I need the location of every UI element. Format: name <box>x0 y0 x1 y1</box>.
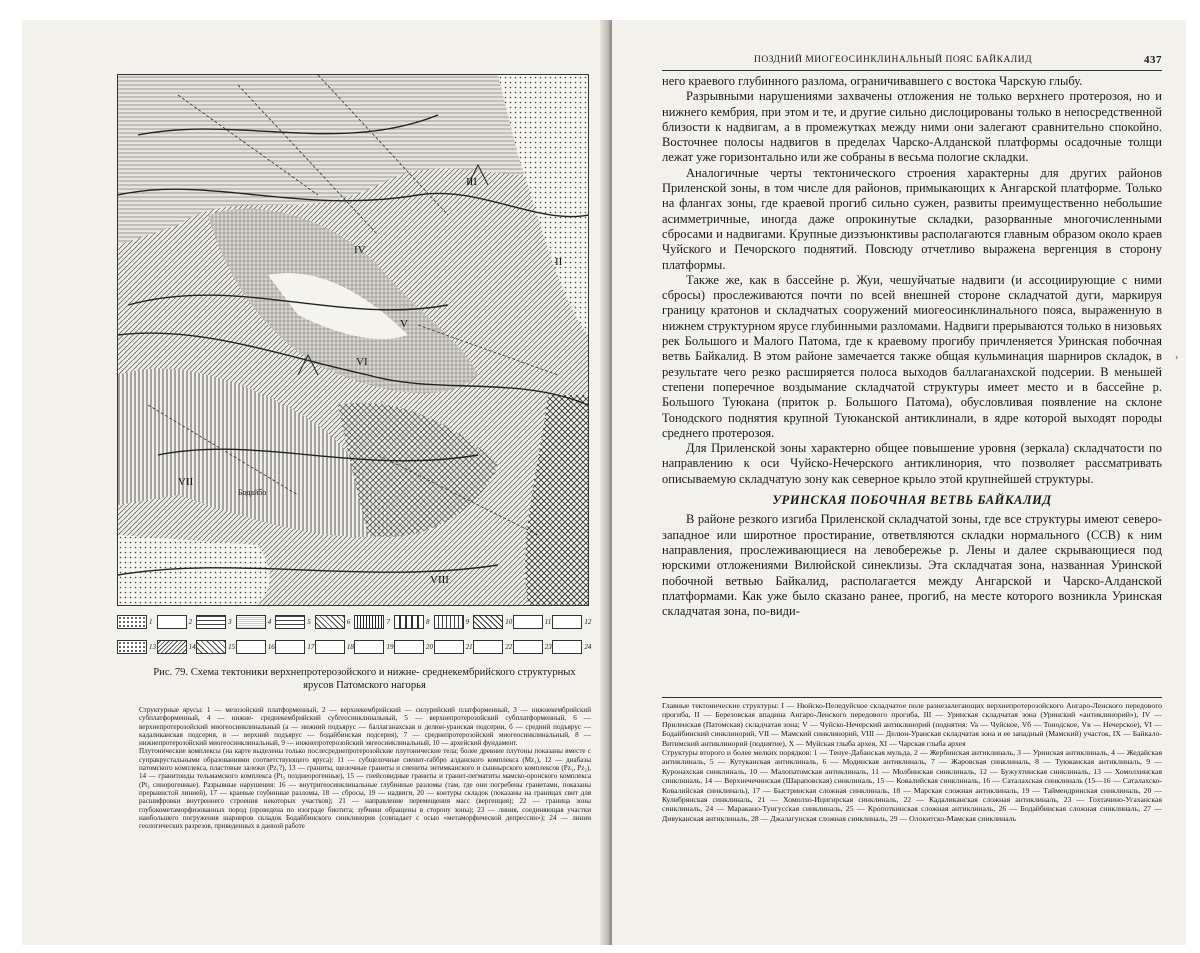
legend-number: 24 <box>584 643 592 651</box>
legend-number: 17 <box>307 643 315 651</box>
legend-swatch <box>236 615 266 629</box>
legend-number: 12 <box>584 618 592 626</box>
legend-item <box>434 637 474 657</box>
legend-item <box>275 637 315 657</box>
legend-swatch <box>513 640 543 654</box>
paragraph-1: него краевого глубинного разлома, ограничивавшего с востока Чарскую глыбу. <box>662 74 1083 88</box>
legend-swatch <box>434 615 464 629</box>
legend-item <box>236 612 276 632</box>
legend-paragraph-structural-stages: Структурные ярусы: 1 — мезозойский платформенный, 2 — верхнекембрийский — силурийский платформенный, 3 — нижнекембрийский субплатформенный, 4 — нижне- среднекембрийский субгеосинклинальный, 5 — верхнепротерозойский субплатформенный, 6 — верхнепротерозойский миогеосинклинальный (а — нижний подъярус — баллаганахская и делюн-уранская подсерии, б — средний подъярус — кадаликанская подсерия, в — верхний подъярус — бодайбинская подсерия), 7 — среднепротерозойский миогеосинклинальный, 8 — нижнепротерозойский миогеосинклинальный, 9 — нижнепротерозойский эвгеосинклинальный, 10 — архейский фундамент. <box>139 706 591 748</box>
legend-number: 18 <box>346 643 354 651</box>
legend-item <box>196 612 236 632</box>
figure-legend-text <box>139 706 591 830</box>
legend-swatch <box>394 615 424 629</box>
legend-number: 19 <box>386 643 394 651</box>
legend-swatch <box>552 640 582 654</box>
legend-item <box>315 637 355 657</box>
legend-swatch <box>473 640 503 654</box>
legend-item <box>117 637 157 657</box>
map-label-iv: IV <box>354 244 366 256</box>
legend-swatch <box>196 640 226 654</box>
margin-mark: › <box>1175 352 1179 363</box>
left-page <box>22 20 608 945</box>
paragraph-4: Также же, как в бассейне р. Жуи, чешуйчатые надвиги (и ассоциирующие с ними сбросы) прослеживаются почти по всей внешней стороне складчатой дуги, маркируя границу кратонов и складчатых сооружений миогеосинклинального пояса, выраженную в нижнем структурном ярусе глубинными разломами. Надвиги прерываются только в низовьях рек Большого и Малого Патома, где к краевому прогибу причленяется Уринская побочная ветвь Байкалид. В этом районе замечается также общая кульминация шарниров складок, в результате чего резко расширяется полоса выходов баллаганахской подсерии. В меньшей степени поперечное воздымание складчатой структуры имеет место и в бассейне р. Большого Туюкана (приток р. Большого Патома), обусловливая появление на склоне Тонодского поднятия крупной Туюканской антиклинали, в ядре которой выходят породы среднего протерозоя. <box>662 272 1162 440</box>
right-page <box>612 20 1186 945</box>
legend-item <box>513 637 553 657</box>
book-spread <box>22 20 1186 945</box>
legend-paragraph-plutonic-complexes: Плутонические комплексы (на карте выделены только послесреднепротерозойские плутонические тела; более древние плутоны показаны вместе с супракрустальными образованиями соответствующего яруса): 11 — субщелочные сиенит-габбро алданского комплекса (Mz₁), 12 — диабазы патомского комплекса, пластовые залежи (Pz₁?), 13 — граниты, щелочные граниты и сиениты энтимканского и сыннырского комплексов (Pz₁, Pz₂), 14 — гранитоиды тельмамского комплекса (Pt₃ позднеорогенные), 15 — гнейсовидные граниты и гранит-пегматиты мамско-оронского комплекса (Pt₃ синорогенные). Разрывные нарушения: 16 — внутригеосинклинальные глубинные разломы (там, где они погребены гранитами, показаны прерывистой линией), 17 — краевые глубинные разломы, 18 — сбросы, 19 — надвиги, 20 — контуры складок (показаны на границах свит для расшифровки внутреннего строения некоторых участков); 21 — направление перемещения масс (вергенция); 22 — граница зоны глубокометаморфизованных пород (проведена по изограде биотита; зубчики обращены в сторону зоны); 23 — линия, соединяющая участки наибольшего погружения шарниров складок Бодайбинского синклинория (совпадает с осью «метаморфической депрессии»); 24 — линии геологических разрезов, приведенных в данной работе <box>139 747 591 831</box>
notes-minor-structures: Структуры второго и более мелких порядков: 1 — Тенуе-Дабанская мульда, 2 — Жербинская антиклиналь, 3 — Уринская антиклиналь, 4 — Жедайская антиклиналь, 5 — Кутуканская антиклиналь, 6 — Модинская антиклиналь, 7 — Жаровская синклиналь, 8 — Туюканская антиклиналь, 9 — Куронахская синклиналь, 10 — Малопатомская антиклиналь, 11 — Молбинская синклиналь, 12 — Бужухтинская синклиналь, 13 — Хомолхинская синклиналь, 14 — Верхнечечинская (Шараповская) синклиналь, 15 — Ковалийская синклиналь, 16 — Саталахская синклиналь (15—16 — Саталахско-Ковалийская синклиналь), 17 — Быстринская сложная синклиналь, 18 — Марская сложная антиклиналь, 19 — Таймендринская синклиналь, 20 — Кулибрянская синклиналь, 21 — Хомолхо-Ицигирская синклиналь, 22 — Кадаликанская сложная антиклиналь, 23 — Гохтачино-Угаханская синклиналь, 24 — Маракано-Тунгусская синклиналь, 25 — Кропоткинская сложная антиклиналь, 26 — Бодайбинская сложная синклиналь, 27 — Дивуканская антиклиналь, 28 — Джалагунская сложная синклиналь, 29 — Олокитско-Мамская синклиналь <box>662 748 1162 823</box>
legend-item <box>117 612 157 632</box>
structure-notes <box>662 697 1162 823</box>
map-label-iii: III <box>466 176 477 188</box>
legend-item <box>552 637 592 657</box>
paragraph-5: Для Приленской зоны характерно общее повышение уровня (зеркала) складчатости по направлению к оси Чуйско-Нечерского антиклинория, что позволяет рассматривать описываемую складчатую зону как северное крыло этой крупнейшей структуры. <box>662 441 1162 486</box>
map-legend <box>117 612 592 660</box>
legend-item <box>394 612 434 632</box>
legend-swatch <box>315 615 345 629</box>
running-head-title: ПОЗДНИЙ МИОГЕОСИНКЛИНАЛЬНЫЙ ПОЯС БАЙКАЛИД <box>754 55 1033 65</box>
legend-number: 3 <box>228 618 232 626</box>
legend-item <box>315 612 355 632</box>
legend-swatch <box>473 615 503 629</box>
map-label-ii: II <box>555 256 563 268</box>
map-label-vii: VII <box>178 476 194 488</box>
legend-item <box>354 637 394 657</box>
legend-item <box>473 637 513 657</box>
legend-swatch <box>117 615 147 629</box>
legend-number: 21 <box>465 643 473 651</box>
map-label-viii: VIII <box>430 574 449 586</box>
legend-swatch <box>275 615 305 629</box>
legend-item <box>196 637 236 657</box>
legend-number: 6 <box>346 618 351 626</box>
legend-number: 15 <box>228 643 236 651</box>
legend-swatch <box>157 615 187 629</box>
legend-swatch <box>354 640 384 654</box>
legend-number: 14 <box>188 643 196 651</box>
legend-swatch <box>315 640 345 654</box>
legend-number: 9 <box>465 618 470 626</box>
legend-swatch <box>552 615 582 629</box>
page-number: 437 <box>1144 54 1162 66</box>
paragraph-3: Аналогичные черты тектонического строения характерны для других районов Приленской зоны, в том числе для районов, примыкающих к Ангарской платформе. Только на флангах зоны, где краевой прогиб сильно сужен, развиты преимущественно небольшие асимметричные, иногда даже опрокинутые складки, разорванные многочисленными сбросами и надвигами. Крупные диэзъюнктивы располагаются главным образом около краев Чуйского и Печорского поднятий. Повсюду отчетливо выражена вергенция в сторону платформы. <box>662 165 1162 272</box>
legend-item <box>236 637 276 657</box>
legend-item <box>157 637 197 657</box>
legend-number: 13 <box>149 643 156 651</box>
legend-number: 5 <box>307 618 311 626</box>
figure-caption: Рис. 79. Схема тектоники верхнепротерозойского и нижне- среднекембрийского структурных ярусов Патомского нагорья <box>153 667 576 691</box>
legend-number: 7 <box>386 618 390 626</box>
legend-number: 22 <box>505 643 513 651</box>
legend-item <box>157 612 197 632</box>
legend-item <box>434 612 474 632</box>
legend-swatch <box>196 615 226 629</box>
legend-swatch <box>513 615 543 629</box>
legend-swatch <box>157 640 187 654</box>
legend-number: 20 <box>426 643 434 651</box>
legend-number: 23 <box>544 643 552 651</box>
legend-number: 2 <box>188 618 193 626</box>
paragraph-2: Разрывными нарушениями захвачены отложения не только верхнего протерозоя, но и нижнего кембрия, при этом и те, и другие сильно дислоцированы только в непосредственной близости к надвигам, а в промежутках между ними они залегают сравнительно спокойно. Восточнее полосы надвигов в пределах Чарско-Алданской платформы осадочные толщи лежат уже горизонтально или же собраны в весьма пологие складки. <box>662 89 1162 165</box>
section-heading: УРИНСКАЯ ПОБОЧНАЯ ВЕТВЬ БАЙКАЛИД <box>772 493 1052 508</box>
notes-main-structures: Главные тектонические структуры: I — Нюйско-Пеледуйское складчатое поле разнезалегающих верхнепротерозойского Ангаро-Ленского передового прогиба, II — Березовская впадина Ангаро-Ленского передового прогиба, III — Уринская складчатая зона (Уринский «антиклинорий»), IV — Приленская (Патомская) складчатая зона; V — Чуйско-Нечерский антиклинорий (поднятия: Va — Чуйское, Vб — Тонодское, Vв — Нечерское), VI — Бодайбинский синклинорий, VII — Мамский синклинорий, VIII — Делюн-Уранская складчатая зона и ее западный (Мамский) участок, IX — Байкало-Витимский антиклинорий (поднятие), X — Муйская глыба архея, XI — Чарская глыба архея <box>662 701 1162 748</box>
legend-number: 8 <box>426 618 430 626</box>
legend-swatch <box>354 615 384 629</box>
legend-swatch <box>394 640 424 654</box>
tectonic-map-drawing <box>118 75 588 605</box>
tectonic-map <box>117 74 589 606</box>
legend-item <box>394 637 434 657</box>
section-paragraph: В районе резкого изгиба Приленской складчатой зоны, где все структуры имеют северо-западное или широтное простирание, ответвляются складки нормального (ССВ) к ним направления, прослеживающиеся на левобережье р. Лены и далее скрывающиеся под юрскими отложениями Вилюйской синеклизы. Эта складчатая зона, названная Уринской побочной ветвью Байкалид, располагается между Ангарской и Чарско-Алданской платформами. Как уже было сказано ранее, прогиб, на месте которого возникла Уринская складчатая зона, по-види- <box>662 512 1162 619</box>
legend-item <box>473 612 513 632</box>
map-label-vi: VI <box>356 356 368 368</box>
map-label-bodaibo: Бодайбо <box>238 488 267 497</box>
legend-swatch <box>275 640 305 654</box>
legend-number: 1 <box>149 618 153 626</box>
legend-item <box>552 612 592 632</box>
legend-item <box>513 612 553 632</box>
running-head <box>662 54 1162 71</box>
legend-item <box>275 612 315 632</box>
legend-row-1 <box>117 612 592 632</box>
legend-number: 4 <box>267 618 272 626</box>
legend-item <box>354 612 394 632</box>
legend-number: 11 <box>544 618 552 626</box>
legend-swatch <box>236 640 266 654</box>
map-label-v: V <box>400 318 408 330</box>
legend-row-2 <box>117 637 592 657</box>
body-text <box>662 74 1162 619</box>
legend-swatch <box>117 640 147 654</box>
legend-number: 16 <box>267 643 275 651</box>
legend-swatch <box>434 640 464 654</box>
legend-number: 10 <box>505 618 513 626</box>
